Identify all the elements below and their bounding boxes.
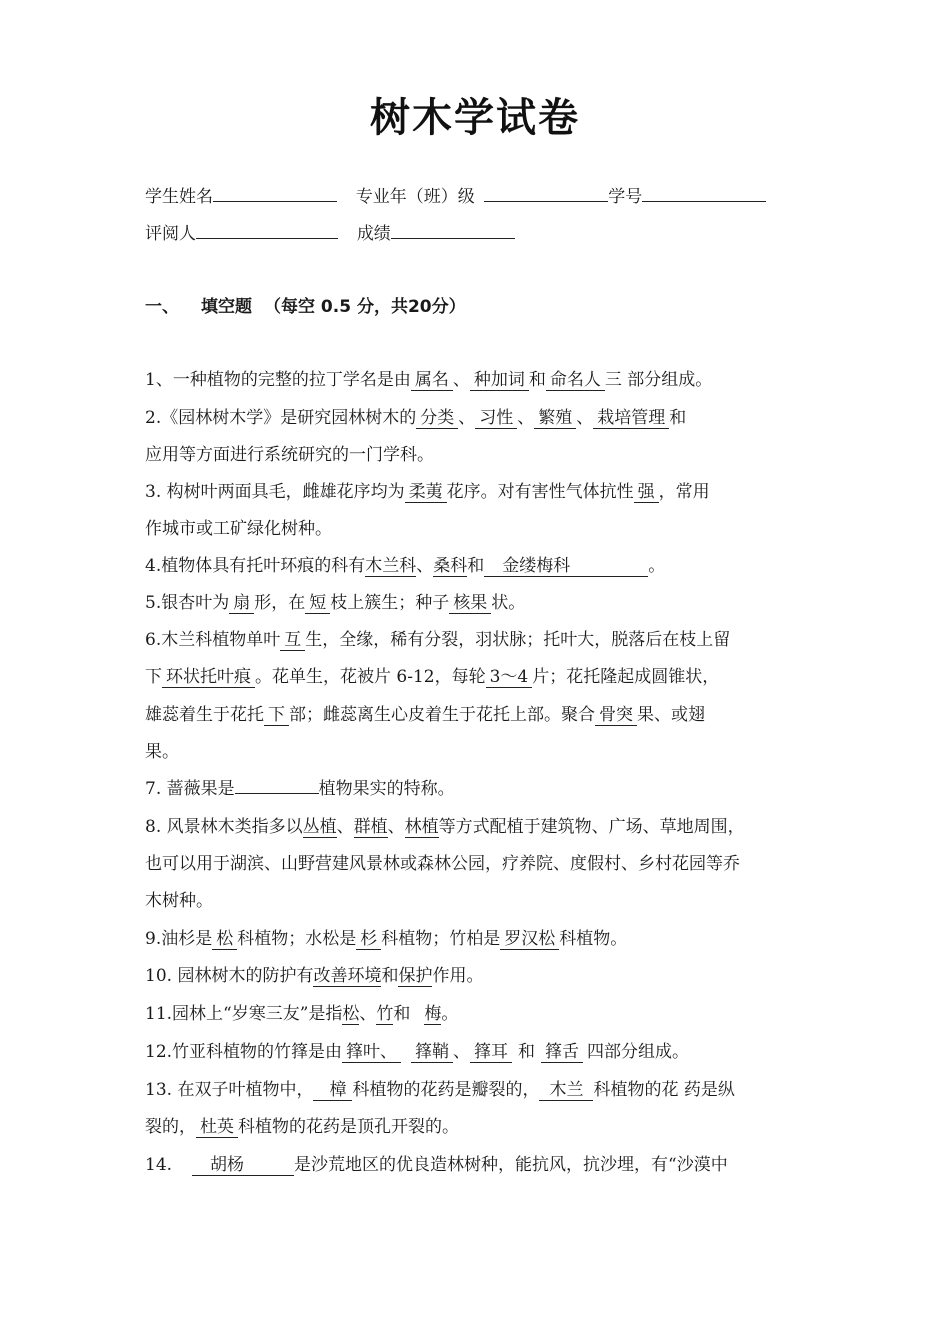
- q2-answer-2: 习性: [475, 408, 517, 429]
- student-name-blank: [213, 183, 337, 202]
- q12-tail: 四部分组成。: [587, 1042, 690, 1062]
- question-6-line-4: 果。: [145, 742, 179, 762]
- q8-answer-3: 林植: [404, 817, 439, 837]
- q10-and: 和: [381, 966, 399, 986]
- q13-tail: 科植物的花 药是纵: [593, 1080, 735, 1100]
- q12-answer-2: 箨鞘: [411, 1042, 453, 1063]
- q6-answer-5: 骨突: [595, 705, 637, 726]
- q11-answer-3: 梅: [424, 1004, 442, 1024]
- q2-answer-3: 繁殖: [534, 408, 576, 429]
- q3-text: 3. 构树叶两面具毛，雌雄花序均为: [145, 482, 405, 502]
- question-2-cont: 应用等方面进行系统研究的一门学科。: [145, 445, 434, 465]
- q8-sep-1: 、: [336, 817, 354, 837]
- q9-answer-2: 杉: [356, 929, 381, 950]
- q13-mid: 科植物的花药是瓣裂的，: [352, 1080, 540, 1100]
- q8-tail: 等方式配植于建筑物、广场、草地周围，: [438, 817, 745, 837]
- q10-tail: 作用。: [432, 966, 484, 986]
- q12-text: 12.竹亚科植物的竹箨是由: [145, 1042, 343, 1062]
- question-1: [145, 368, 712, 392]
- q13-answer-1: 樟: [313, 1080, 352, 1101]
- q4-answer-1: 木兰科: [365, 556, 417, 576]
- q7-tail: 植物果实的特称。: [318, 779, 455, 799]
- question-8: [145, 815, 745, 839]
- section-title: 填空题: [201, 297, 252, 317]
- q9-answer-1: 松: [212, 929, 237, 950]
- q7-text: 7. 蔷薇果是: [145, 779, 235, 799]
- q3-answer-1: 柔荑: [405, 482, 447, 503]
- student-name-label: 学生姓名: [145, 187, 213, 207]
- q10-answer-1: 改善环境: [313, 966, 382, 986]
- major-blank: [484, 183, 608, 202]
- q13-answer-2: 木兰: [539, 1080, 593, 1101]
- page-title: 树木学试卷: [370, 95, 580, 141]
- q7-blank: [235, 777, 319, 794]
- question-3-cont: 作城市或工矿绿化树种。: [145, 519, 332, 539]
- student-id-label: 学号: [608, 187, 643, 207]
- q9-mid-2: 科植物；竹柏是: [381, 929, 501, 949]
- q12-answer-1: 箨叶、: [342, 1042, 401, 1063]
- q1-and: 和: [528, 370, 546, 390]
- question-6-line-2: [145, 665, 719, 689]
- q11-sep: 、: [359, 1004, 377, 1024]
- q2-answer-1: 分类: [416, 408, 458, 429]
- q6c-mid: 部；雌蕊离生心皮着生于花托上部。聚合: [289, 705, 595, 725]
- q5-text: 5.银杏叶为: [145, 593, 230, 613]
- question-8-line-2: 也可以用于湖滨、山野营建风景林或森林公园，疗养院、度假村、乡村花园等乔: [145, 854, 740, 874]
- q10-answer-2: 保护: [398, 966, 433, 986]
- q4-and: 和: [467, 556, 485, 576]
- q14-answer-1: 胡杨: [192, 1155, 294, 1176]
- question-9: [145, 927, 627, 951]
- q8-answer-1: 丛植: [302, 817, 337, 837]
- q1-answer-3: 命名人: [546, 370, 605, 391]
- q6-answer-1: 互: [280, 630, 305, 651]
- q5-tail: 状。: [491, 593, 526, 613]
- q6-answer-4: 下: [264, 705, 289, 726]
- question-2: [145, 406, 686, 430]
- question-3: [145, 480, 710, 504]
- q12-answer-4: 箨舌: [541, 1042, 583, 1063]
- q1-sep: 、: [452, 370, 470, 390]
- q13-answer-3: 杜英: [196, 1117, 238, 1138]
- q11-tail: 。: [441, 1004, 459, 1024]
- q8-answer-2: 群植: [353, 817, 388, 837]
- question-5: [145, 591, 525, 615]
- q9-text: 9.油杉是: [145, 929, 213, 949]
- section-heading: [145, 292, 466, 317]
- q2-sep-1: 、: [458, 408, 476, 428]
- q11-answer-1: 松: [342, 1004, 360, 1024]
- q12-sep: 、: [453, 1042, 471, 1062]
- q6b-head: 下: [145, 667, 162, 687]
- q10-text: 10. 园林树木的防护有: [145, 966, 314, 986]
- q5-answer-1: 扇: [229, 593, 254, 614]
- question-6-line-3: [145, 703, 705, 727]
- q3-answer-2: 强: [634, 482, 659, 503]
- question-4: [145, 554, 665, 578]
- q4-answer-2: 桑科: [433, 556, 468, 576]
- q9-mid-1: 科植物；水松是: [237, 929, 357, 949]
- q6-tail: 生，全缘，稀有分裂，羽状脉；托叶大，脱落后在枝上留: [305, 630, 731, 650]
- q4-text: 4.植物体具有托叶环痕的科有: [145, 556, 366, 576]
- student-info-row-1: [145, 182, 766, 207]
- question-14: [145, 1153, 728, 1177]
- section-number: 一、: [145, 297, 179, 317]
- q12-answer-3: 箨耳: [470, 1042, 512, 1063]
- q13b-head: 裂的，: [145, 1117, 196, 1137]
- q4-sep: 、: [416, 556, 434, 576]
- question-10: [145, 964, 483, 988]
- reviewer-blank: [196, 220, 338, 239]
- major-label: 专业年（班）级: [355, 187, 475, 207]
- q6b-mid: 。花单生，花被片 6-12，每轮: [255, 667, 486, 687]
- q6c-tail: 果、或翅: [637, 705, 705, 725]
- section-note: （每空 0.5 分，共20分）: [264, 297, 466, 317]
- q1-answer-1: 属名: [411, 370, 453, 391]
- q13-text: 13. 在双子叶植物中，: [145, 1080, 314, 1100]
- q2-answer-4: 栽培管理: [593, 408, 669, 429]
- q4-answer-3: 金缕梅科: [484, 556, 648, 577]
- question-6: [145, 628, 730, 652]
- q2-and: 和: [669, 408, 687, 428]
- score-blank: [391, 220, 515, 239]
- q5-mid-2: 枝上簇生；种子: [330, 593, 450, 613]
- question-7: [145, 777, 455, 801]
- q3-tail: ，常用: [658, 482, 710, 502]
- question-8-line-3: 木树种。: [145, 891, 213, 911]
- q11-answer-2: 竹: [376, 1004, 394, 1024]
- q9-answer-3: 罗汉松: [500, 929, 559, 950]
- q1-answer-2: 种加词: [470, 370, 529, 391]
- q5-answer-2: 短: [305, 593, 330, 614]
- q9-tail: 科植物。: [559, 929, 628, 949]
- q6-answer-3: 3～4: [486, 667, 533, 688]
- q2-sep-3: 、: [576, 408, 594, 428]
- question-12: [145, 1040, 689, 1064]
- q5-answer-3: 核果: [449, 593, 491, 614]
- q6-answer-2: 环状托叶痕: [162, 667, 255, 688]
- q6c-head: 雄蕊着生于花托: [145, 705, 264, 725]
- q6-text: 6.木兰科植物单叶: [145, 630, 281, 650]
- q1-text: 1、一种植物的完整的拉丁学名是由: [145, 370, 411, 390]
- q8-text: 8. 风景林木类指多以: [145, 817, 303, 837]
- question-13: [145, 1078, 735, 1102]
- q4-tail: 。: [648, 556, 666, 576]
- q3-mid: 花序。对有害性气体抗性: [446, 482, 634, 502]
- q2-sep-2: 、: [517, 408, 535, 428]
- q2-text: 2.《园林树木学》是研究园林树木的: [145, 408, 417, 428]
- score-label: 成绩: [356, 224, 391, 244]
- q12-and: 和: [518, 1042, 536, 1062]
- q6b-tail: 片；花托隆起成圆锥状，: [532, 667, 720, 687]
- q14-text: 14.: [145, 1155, 173, 1175]
- q8-sep-2: 、: [387, 817, 405, 837]
- q11-text: 11.园林上“岁寒三友”是指: [145, 1004, 343, 1024]
- q14-tail: 是沙荒地区的优良造林树种，能抗风，抗沙埋，有“沙漠中: [294, 1155, 728, 1175]
- question-13-line-2: [145, 1115, 459, 1139]
- q5-mid-1: 形，在: [254, 593, 306, 613]
- question-11: [145, 1002, 458, 1026]
- reviewer-label: 评阅人: [145, 224, 196, 244]
- student-info-row-2: [145, 219, 515, 244]
- student-id-blank: [642, 183, 766, 202]
- q11-and: 和: [393, 1004, 411, 1024]
- q1-tail: 三 部分组成。: [604, 370, 713, 390]
- q13b-tail: 科植物的花药是顶孔开裂的。: [238, 1117, 459, 1137]
